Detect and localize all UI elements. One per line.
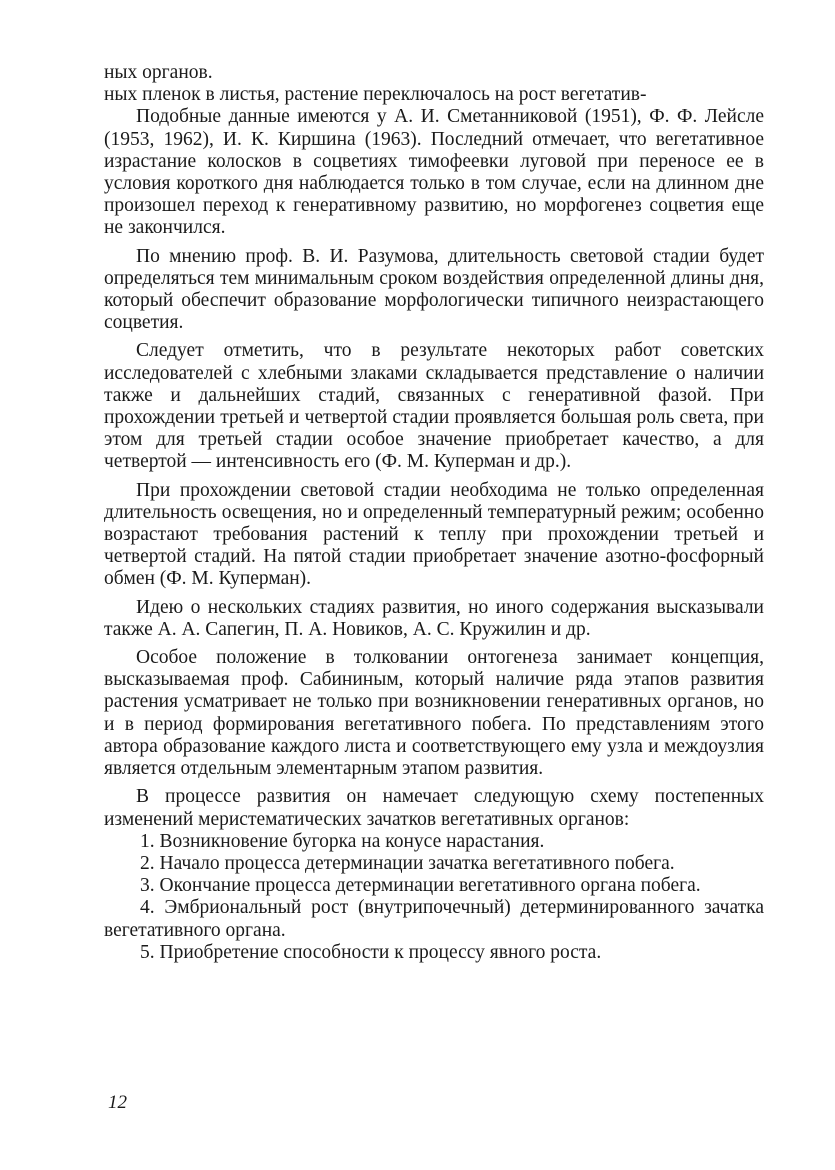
- paragraph-sabinin-concept: Особое положение в толковании онтогенеза занимает концепция, высказываемая проф. Сабининым, который наличие ряда этапов развития растения усматривает не только при возникновении генеративных органов, но и в период формирования вегетативного побега. По представлениям этого автора образование каждого листа и соответствующего ему узла и междоузлия является отдельным элементарным этапом развития.: [104, 647, 764, 780]
- paragraph-light-stage-conditions: При прохождении световой стадии необходима не только определенная длительность освещения, но и определенный температурный режим; особенно возрастают требования растений к теплу при прохождении третьей и четвертой стадий. На пятой стадии приобретает значение азотно-фосфорный обмен (Ф. М. Куперман).: [104, 479, 764, 590]
- paragraph-fragment-top: ных органов.: [104, 62, 213, 83]
- paragraph-several-stages-idea: Идею о нескольких стадиях развития, но иного содержания высказывали также А. А. Сапегин, П. А. Новиков, А. С. Кружилин и др.: [104, 596, 764, 640]
- list-item: 1. Возникновение бугорка на конусе нарастания.: [140, 830, 545, 852]
- list-item: 2. Начало процесса детерминации зачатка вегетативного побега.: [140, 852, 675, 874]
- paragraph-scheme-intro: В процессе развития он намечает следующую схему постепенных изменений меристематических зачатков вегетативных органов:: [104, 786, 764, 830]
- paragraph-razumov-opinion: По мнению проф. В. И. Разумова, длительность световой стадии будет определяться тем минимальным сроком воздействия определенной длины дня, который обеспечит образование морфологически типичного неизрастающего соцветия.: [104, 245, 764, 334]
- paragraph-similar-data: Подобные данные имеются у А. И. Сметанниковой (1951), Ф. Ф. Лейсле (1953, 1962), И. К. Киршина (1963). Последний отмечает, что вегетативное израстание колосков в соцветиях тимофеевки луговой при переносе ее в условия короткого дня наблюдается только в том случае, если на длинном дне произошел переход к генеративному развитию, но морфогенез соцветия еще не закончился.: [104, 106, 764, 239]
- list-item: 5. Приобретение способности к процессу явного роста.: [140, 941, 602, 963]
- list-item: 3. Окончание процесса детерминации вегетативного органа побега.: [140, 875, 701, 897]
- page-text: [104, 62, 764, 964]
- page-number: 12: [108, 1092, 127, 1113]
- paragraph-fragment-continuation: ных пленок в листья, растение переключалось на рост вегетатив-: [104, 84, 647, 106]
- paragraph-further-stages: Следует отметить, что в результате некоторых работ советских исследователей с хлебными злаками складывается представление о наличии также и дальнейших стадий, связанных с генеративной фазой. При прохождении третьей и четвертой стадии проявляется большая роль света, при этом для третьей стадии особое значение приобретает качество, а для четвертой — интенсивность его (Ф. М. Куперман и др.).: [104, 340, 764, 473]
- list-item: 4. Эмбриональный рост (внутрипочечный) детерминированного зачатка вегетативного органа.: [104, 897, 764, 941]
